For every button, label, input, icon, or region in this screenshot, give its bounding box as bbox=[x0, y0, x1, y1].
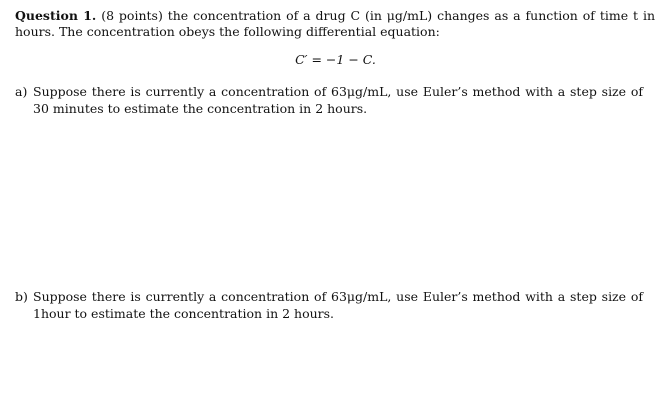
question-header bbox=[15, 8, 655, 40]
question-intro: (8 points) the concentration of a drug C (in μg/mL) changes as a function of time t in hours. The concentration obeys the following differential equation: bbox=[15, 8, 655, 39]
part-a-text: Suppose there is currently a concentration of 63μg/mL, use Euler’s method with a step size of 30 minutes to estimate the concentration in 2 hours. bbox=[33, 84, 643, 116]
differential-equation: C′ = −1 − C. bbox=[295, 52, 376, 67]
part-a bbox=[15, 84, 643, 117]
question-label: Question 1. bbox=[15, 8, 97, 23]
part-a-marker: a) bbox=[15, 84, 28, 99]
part-b-marker: b) bbox=[15, 289, 28, 304]
part-b bbox=[15, 289, 643, 322]
part-b-text: Suppose there is currently a concentration of 63μg/mL, use Euler’s method with a step size of 1hour to estimate the concentration in 2 hours. bbox=[33, 289, 643, 321]
